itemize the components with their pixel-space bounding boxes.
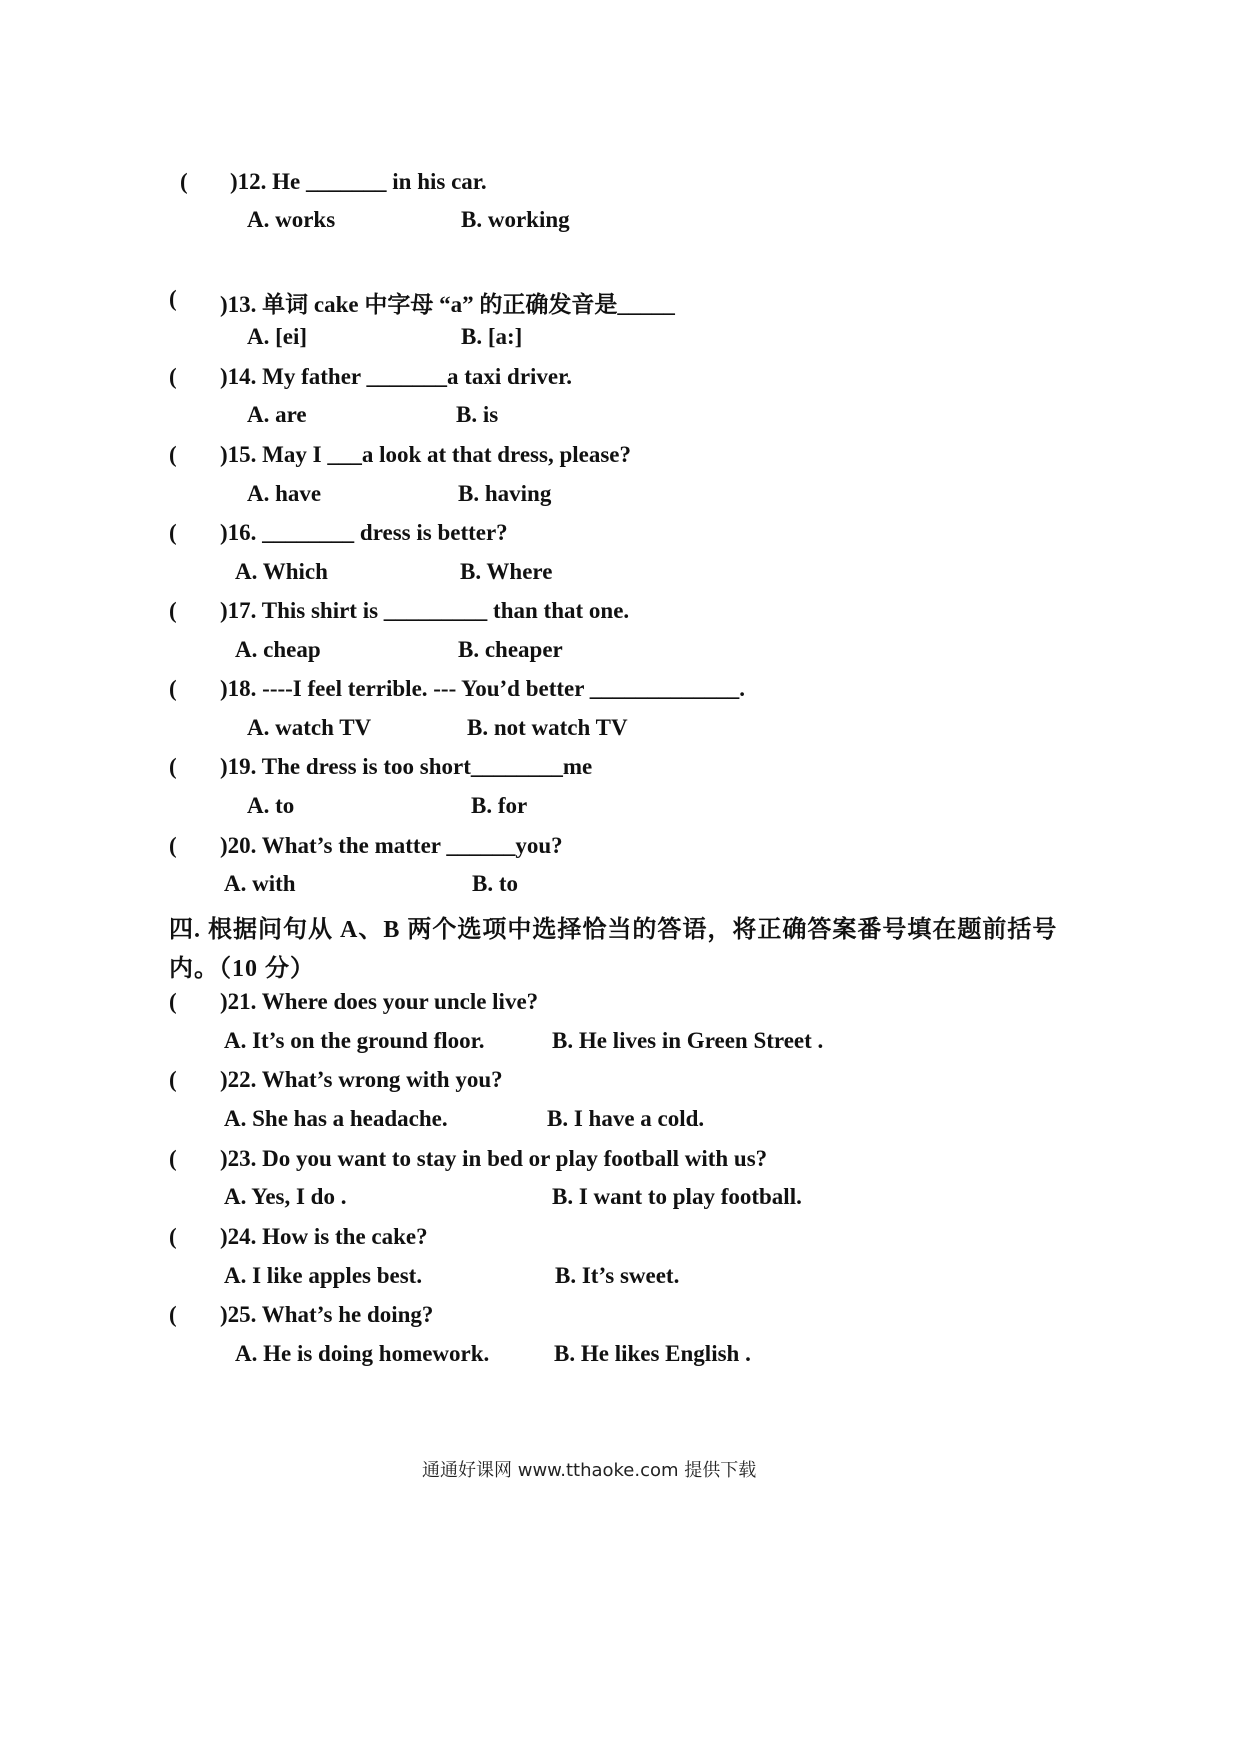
option-b: B. Where [460,559,553,584]
answer-bracket: ( [169,364,177,389]
question-19: )19. The dress is too short________me [220,754,593,779]
option-b: B. is [456,402,499,427]
option-b: B. cheaper [458,637,563,662]
answer-bracket: ( [169,1146,177,1171]
option-a: A. cheap [235,637,321,662]
question-24: )24. How is the cake? [220,1224,428,1249]
question-16: )16. ________ dress is better? [220,520,508,545]
question-21: )21. Where does your uncle live? [220,989,539,1014]
section-heading-line2: 内。（10 分） [169,956,315,982]
option-b: B. to [472,871,518,896]
option-a: A. She has a headache. [224,1106,448,1131]
option-b: B. I have a cold. [547,1106,705,1131]
answer-bracket: ( [169,676,177,701]
option-a: A. I like apples best. [224,1263,423,1288]
option-b: B. [a:] [461,324,523,349]
option-b: B. I want to play football. [552,1184,802,1209]
question-20: )20. What’s the matter ______you? [220,833,563,858]
option-a: A. have [247,481,322,506]
option-b: B. working [461,207,570,232]
answer-bracket: ( [169,833,177,858]
option-b: B. having [458,481,552,506]
option-b: B. He lives in Green Street . [552,1028,824,1053]
question-25: )25. What’s he doing? [220,1302,434,1327]
answer-bracket: ( [169,1067,177,1092]
answer-bracket: ( [169,1302,177,1327]
question-12: )12. He _______ in his car. [230,169,487,194]
question-15: )15. May I ___a look at that dress, please? [220,442,632,467]
question-23: )23. Do you want to stay in bed or play football with us? [220,1146,768,1171]
option-a: A. watch TV [247,715,372,740]
option-a: A. [ei] [247,324,308,349]
option-a: A. are [247,402,307,427]
answer-bracket: ( [169,286,177,311]
question-17: )17. This shirt is _________ than that one. [220,598,630,623]
question-13: )13. 单词 cake 中字母 “a” 的正确发音是_____ [220,292,675,317]
option-b: B. for [471,793,528,818]
option-b: B. not watch TV [467,715,628,740]
answer-bracket: ( [169,754,177,779]
question-14: )14. My father _______a taxi driver. [220,364,572,389]
answer-bracket: ( [169,598,177,623]
option-b: B. He likes English . [554,1341,751,1366]
answer-bracket: ( [169,442,177,467]
option-a: A. Yes, I do . [224,1184,347,1209]
option-b: B. It’s sweet. [555,1263,680,1288]
question-22: )22. What’s wrong with you? [220,1067,503,1092]
answer-bracket: ( [169,1224,177,1249]
option-a: A. He is doing homework. [235,1341,490,1366]
section-heading-line1: 四. 根据问句从 A、B 两个选项中选择恰当的答语，将正确答案番号填在题前括号 [169,917,1058,943]
answer-bracket: ( [180,169,188,194]
answer-bracket: ( [169,989,177,1014]
option-a: A. to [247,793,295,818]
question-18: )18. ----I feel terrible. --- You’d better _____________. [220,676,746,701]
footer-source: 通通好课网 www.tthaoke.com 提供下载 [422,1460,757,1481]
option-a: A. Which [235,559,328,584]
option-a: A. with [224,871,296,896]
answer-bracket: ( [169,520,177,545]
option-a: A. It’s on the ground floor. [224,1028,485,1053]
option-a: A. works [247,207,336,232]
